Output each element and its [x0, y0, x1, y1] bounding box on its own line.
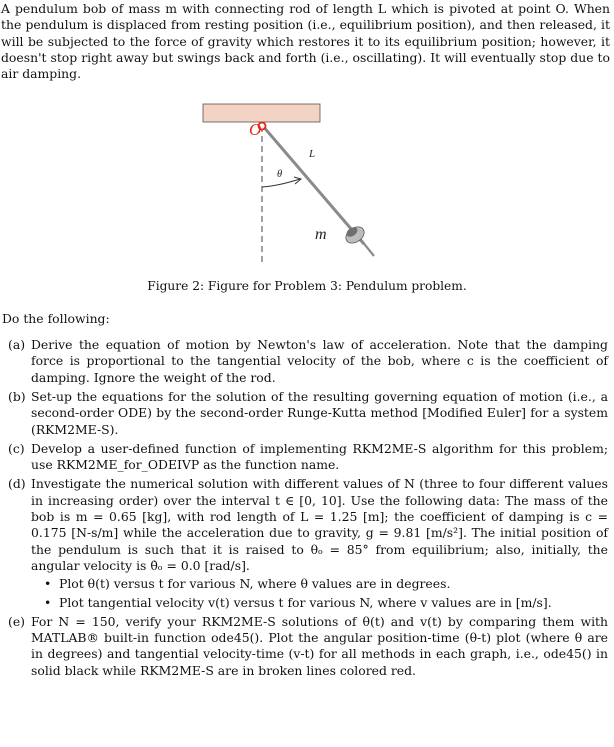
- task-label: (a): [8, 337, 26, 353]
- task-label: (e): [8, 613, 26, 629]
- figure-caption: Figure 2: Figure for Problem 3: Pendulum problem.: [147, 279, 467, 294]
- task-item-d: [0, 476, 608, 610]
- task-text: Develop a user-defined function of implementing RKM2ME-S algorithm for this problem; use RKM2ME_for_ODEIVP as the function name.: [31, 440, 608, 473]
- instructions-heading: Do the following:: [2, 310, 110, 326]
- task-item-a: [0, 337, 608, 386]
- task-text: For N = 150, verify your RKM2ME-S solutions of θ(t) and v(t) by comparing them with MATLAB® built-in function ode45(). Plot the angular position-time (θ-t) plot (where θ are in degrees) and tangential velocity-time (v-t) for all methods in each graph, i.e., ode45() in solid black while RKM2ME-S are in broken lines colored red.: [31, 613, 608, 678]
- pendulum-figure: [0, 82, 614, 278]
- rod-length-label: L: [309, 148, 316, 161]
- theta-label: θ: [277, 169, 283, 181]
- mass-label: m: [315, 226, 327, 244]
- intro-paragraph: A pendulum bob of mass m with connecting rod of length L which is pivoted at point O. When the pendulum is displaced from resting position (i.e., equilibrium position), and then released, it will be subjected to the force of gravity which restores it to its equilibrium position; however, it doesn't stop right away but swings back and forth (i.e., oscillating). It will eventually stop due to air damping.: [1, 1, 610, 82]
- bullet-item: • Plot tangential velocity v(t) versus t for various N, where v values are in [m/s].: [31, 595, 608, 611]
- task-item-c: [0, 441, 608, 474]
- pivot-label-o: O: [249, 120, 262, 140]
- pendulum-diagram: [0, 82, 614, 278]
- task-text: Derive the equation of motion by Newton's law of acceleration. Note that the damping force is proportional to the tangential velocity of the bob, where c is the coefficient of damping. Ignore the weight of the rod.: [31, 337, 608, 385]
- task-text: Set-up the equations for the solution of the resulting governing equation of motion (i.e., a second-order ODE) by the second-order Runge-Kutta method [Modified Euler] for a system (RKM2ME-S).: [31, 388, 608, 437]
- task-text: Investigate the numerical solution with different values of N (three to four different values in increasing order) over the interval t ∈ [0, 10]. Use the following data: The mass of the bob is m = 0.65 [kg], with rod length of L = 1.25 [m]; the coefficient of damping is c = 0.175 [N-s/m] while the acceleration due to gravity, g = 9.81 [m/s²]. The initial position of the pendulum is such that it is raised to θₒ = 85° from equilibrium; also, initially, the angular velocity is θ̇ₒ = 0.0 [rad/s].: [31, 476, 608, 573]
- task-label: (c): [8, 440, 25, 456]
- task-item-e: [0, 614, 608, 679]
- bullet-item: • Plot θ(t) versus t for various N, where θ values are in degrees.: [31, 576, 608, 592]
- theta-arc: [262, 179, 300, 187]
- task-label: (d): [8, 476, 26, 492]
- task-list: [0, 337, 608, 679]
- task-label: (b): [8, 388, 26, 404]
- task-item-b: [0, 389, 608, 438]
- plot-bullets: [31, 576, 608, 611]
- ceiling-support: [203, 104, 320, 122]
- pendulum-bob: [343, 224, 374, 256]
